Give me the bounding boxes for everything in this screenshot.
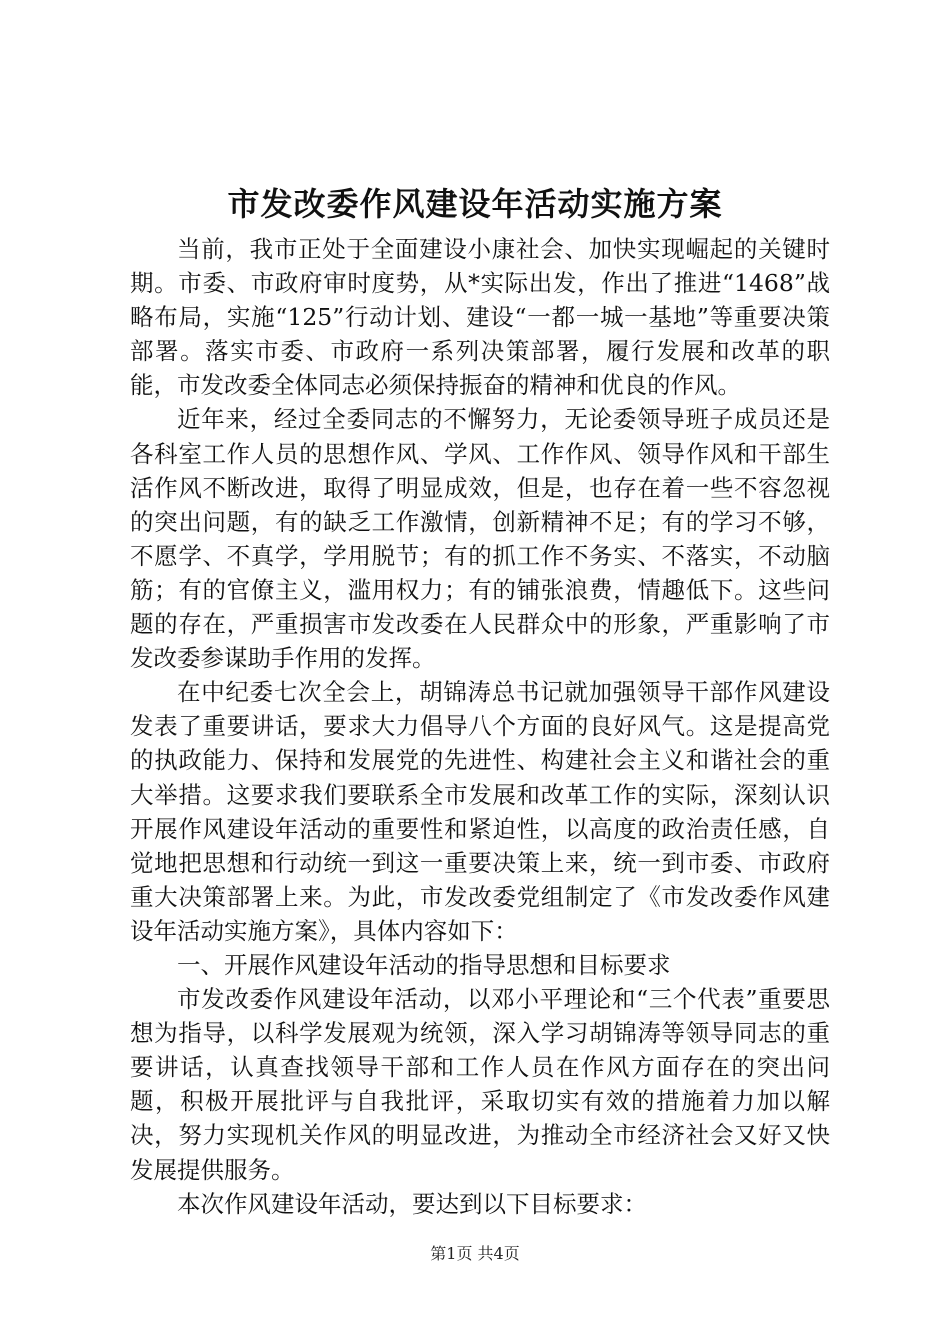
paragraph-guiding-thought: 市发改委作风建设年活动，以邓小平理论和“三个代表”重要思想为指导，以科学发展观为统领，深入学习胡锦涛等领导同志的重要讲话，认真查找领导干部和工作人员在作风方面存在的突出问题，积极开展批评与自我批评，采取切实有效的措施着力加以解决，努力实现机关作风的明显改进，为推动全市经济社会又好又快发展提供服务。: [130, 985, 830, 1184]
section-heading: 一、开展作风建设年活动的指导思想和目标要求: [177, 950, 671, 979]
paragraph-background: 在中纪委七次全会上，胡锦涛总书记就加强领导干部作风建设发表了重要讲话，要求大力倡导八个方面的良好风气。这是提高党的执政能力、保持和发展党的先进性、构建社会主义和谐社会的重大举措。这要求我们要联系全市发展和改革工作的实际，深刻认识开展作风建设年活动的重要性和紧迫性，以高度的政治责任感，自觉地把思想和行动统一到这一重要决策上来，统一到市委、市政府重大决策部署上来。为此，市发改委党组制定了《市发改委作风建设年活动实施方案》，具体内容如下：: [130, 678, 830, 945]
paragraph-problems: 近年来，经过全委同志的不懈努力，无论委领导班子成员还是各科室工作人员的思想作风、学风、工作作风、领导作风和干部生活作风不断改进，取得了明显成效，但是，也存在着一些不容忽视的突出问题，有的缺乏工作激情，创新精神不足；有的学习不够，不愿学、不真学，学用脱节；有的抓工作不务实、不落实，不动脑筋；有的官僚主义，滥用权力；有的铺张浪费，情趣低下。这些问题的存在，严重损害市发改委在人民群众中的形象，严重影响了市发改委参谋助手作用的发挥。: [130, 405, 830, 673]
paragraph-intro: 当前，我市正处于全面建设小康社会、加快实现崛起的关键时期。市委、市政府审时度势，从*实际出发，作出了推进“1468”战略布局，实施“125”行动计划、建设“一都一城一基地”等重要决策部署。落实市委、市政府一系列决策部署，履行发展和改革的职能，市发改委全体同志必须保持振奋的精神和优良的作风。: [130, 235, 830, 400]
page-footer: 第1页 共4页: [430, 1244, 520, 1263]
document-title: 市发改委作风建设年活动实施方案: [227, 185, 723, 223]
document-body: [130, 232, 830, 1221]
paragraph-goals-intro: 本次作风建设年活动，要达到以下目标要求：: [177, 1189, 647, 1218]
